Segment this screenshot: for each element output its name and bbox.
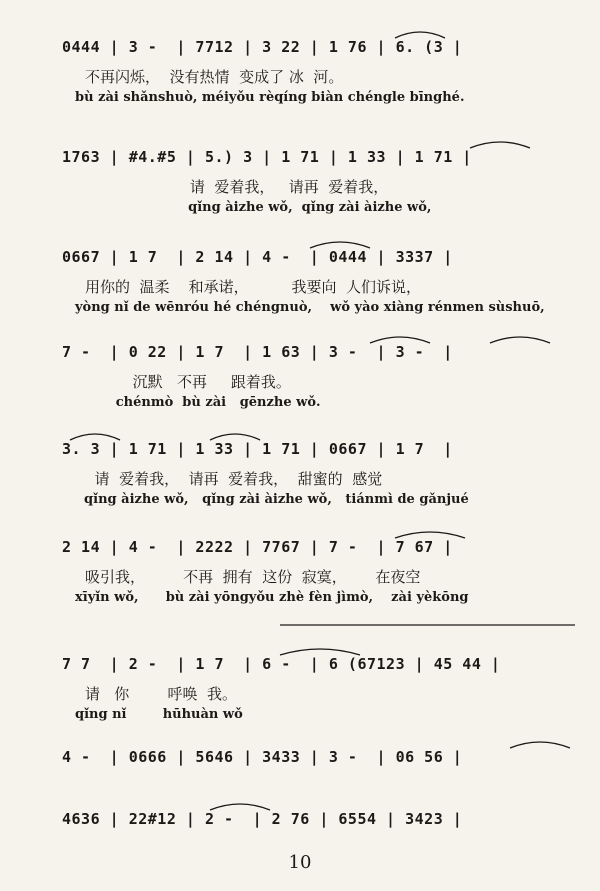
notation-line: 3. 3 | 1 71 | 1 33 | 1 71 | 0667 | 1 7 | xyxy=(62,440,453,458)
notation-line: 0667 | 1 7 | 2 14 | 4 - | 0444 | 3337 | xyxy=(62,248,453,266)
pinyin-lyrics: qǐng àizhe wǒ, qǐng zài àizhe wǒ, xyxy=(75,200,432,215)
pinyin-lyrics: yòng nǐ de wēnróu hé chéngnuò, wǒ yào xiàng rénmen sùshuō, xyxy=(75,300,545,315)
chinese-lyrics: 吸引我， 不再 拥有 这份 寂寞， 在夜空 xyxy=(85,568,421,586)
pinyin-lyrics: xīyǐn wǒ, bù zài yōngyǒu zhè fèn jìmò, zài yèkōng xyxy=(75,590,469,605)
notation-line: 0444 | 3 - | 7712 | 3 22 | 1 76 | 6. (3 | xyxy=(62,38,463,56)
chinese-lyrics: 用你的 温柔 和承诺， 我要向 人们诉说， xyxy=(85,278,422,296)
pinyin-lyrics: qǐng àizhe wǒ, qǐng zài àizhe wǒ, tiánmì de gǎnjué xyxy=(75,492,469,507)
notation-line: 1763 | #4.#5 | 5.) 3 | 1 71 | 1 33 | 1 71 | xyxy=(62,148,472,166)
notation-line: 2 14 | 4 - | 2222 | 7767 | 7 - | 7 67 | xyxy=(62,538,453,556)
chinese-lyrics: 沉默 不再 跟着我。 xyxy=(85,373,291,391)
notation-line: 7 - | 0 22 | 1 7 | 1 63 | 3 - | 3 - | xyxy=(62,343,453,361)
pinyin-lyrics: chénmò bù zài gēnzhe wǒ. xyxy=(75,395,321,410)
pinyin-lyrics: qǐng nǐ hūhuàn wǒ xyxy=(75,707,243,722)
page-number: 10 xyxy=(288,852,312,873)
notation-line: 4636 | 22#12 | 2 - | 2 76 | 6554 | 3423 | xyxy=(62,810,463,828)
chinese-lyrics: 不再闪烁， 没有热情 变成了 冰 河。 xyxy=(85,68,344,86)
chinese-lyrics: 请 爱着我， 请再 爱着我， 甜蜜的 感觉 xyxy=(85,470,383,488)
chinese-lyrics: 请 你 呼唤 我。 xyxy=(85,685,237,703)
chinese-lyrics: 请 爱着我， 请再 爱着我， xyxy=(85,178,389,196)
pinyin-lyrics: bù zài shǎnshuò, méiyǒu rèqíng biàn chéngle bīnghé. xyxy=(75,90,465,105)
notation-line: 4 - | 0666 | 5646 | 3433 | 3 - | 06 56 | xyxy=(62,748,463,766)
notation-line: 7 7 | 2 - | 1 7 | 6 - | 6 (67123 | 45 44 | xyxy=(62,655,501,673)
